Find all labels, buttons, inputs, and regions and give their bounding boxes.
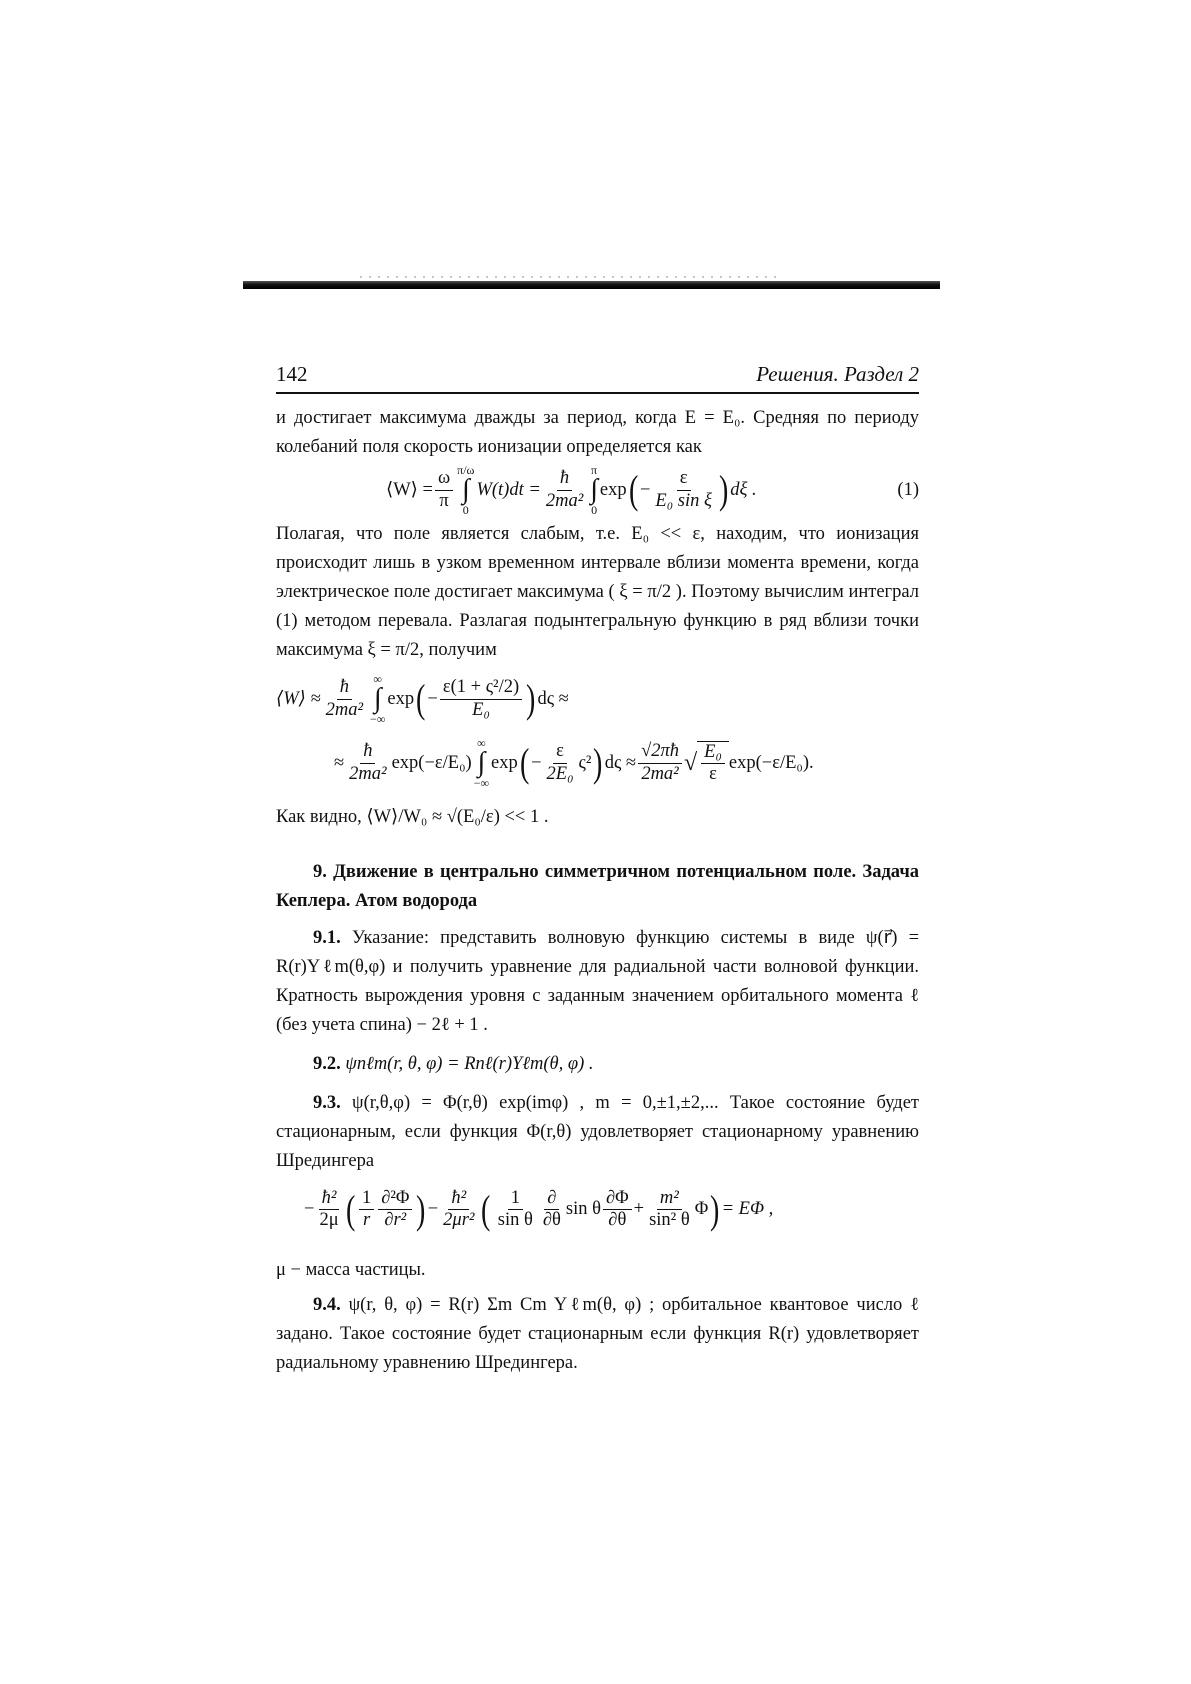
eq4-lead: −: [304, 1199, 315, 1220]
eq3-var: ς²: [578, 752, 592, 773]
paragraph-3: Как видно, ⟨W⟩/W₀ ≈ √(E₀/ε) << 1 .: [276, 807, 549, 827]
eq4-phi: Φ: [694, 1199, 709, 1220]
eq4-frac-a: $\frac{\text{ħ²}}{2\mu}$: [319, 1188, 339, 1231]
eq3-arg-fraction: $\frac{\varepsilon}{\text{2E₀}}$: [546, 741, 574, 784]
equation-4: − $\frac{\text{ħ²}}{2\mu}$ ( $\frac{1}{r}$ $\frac{\text{∂²Φ}}{\text{∂r²}}$ ) − $\frac{\text{ħ²}}{\text{2μr²}}$ ( $\frac{1}{\text{sin θ}}$ $\frac{\partial}{\partial\theta}$ sin θ $\frac{\partial\Phi}{\partial\theta}$ + $\frac{\text{m²}}{\text{sin² θ}}$ Φ ) = EΦ ,: [304, 1186, 774, 1232]
item-9-2-label: 9.2.: [313, 1054, 341, 1074]
item-9-1-label: 9.1.: [313, 928, 341, 948]
eq1-exp: exp: [599, 479, 627, 500]
eq3-result-fraction: $\frac{√2\pi ħ}{\text{2ma²}}$: [638, 741, 682, 785]
item-9-4: [276, 1291, 919, 1378]
eq2-arg-fraction: $\frac{\text{ε(1 + ς²/2)}}{\text{E₀}}$: [440, 677, 522, 721]
item-9-3-label: 9.3.: [313, 1093, 341, 1113]
eq3-minus: −: [531, 752, 542, 773]
eq4-frac-c: $\frac{\text{∂²Φ}}{\text{∂r²}}$: [378, 1188, 412, 1232]
eq1-lhs: ⟨W⟩ =: [386, 479, 433, 500]
eq4-frac-b: $\frac{1}{r}$: [359, 1188, 374, 1232]
equation-2: ⟨W⟩ ≈ $\frac{ħ}{\text{2ma²}}$ ∞ ∫ −∞ exp ( − $\frac{\text{ε(1 + ς²/2)}}{\text{E₀}}$ ) dς ≈: [276, 672, 569, 726]
eq1-integrand: W(t)dt =: [476, 479, 541, 500]
page-body: [276, 404, 919, 1378]
eq3-end: exp(−ε/E₀).: [728, 752, 814, 773]
page-header: [276, 358, 919, 394]
eq4-frac-h: $\frac{\text{m²}}{\text{sin² θ}}$: [649, 1188, 690, 1231]
page-number: 142: [276, 362, 308, 386]
paragraph-2: Полагая, что поле является слабым, т.е. E₀ << ε, находим, что ионизация происходит лишь в узком временном интервале вблизи момента времени, когда электрическое поле достигает максимума ( ξ = π/2 ). Поэтому вычислим интеграл (1) методом перевала. Разлагая подынтегральную функцию в ряд вблизи точки максимума ξ = π/2, получим: [276, 524, 919, 660]
eq4-frac-g: $\frac{\partial\Phi}{\partial\theta}$: [603, 1188, 632, 1232]
equation-3: ≈ $\frac{ħ}{\text{2ma²}}$ exp(−ε/E₀) ∞ ∫ −∞ exp ( − $\frac{\varepsilon}{\text{2E₀}}$ ς² ) dς ≈ $\frac{√2\pi ħ}{\text{2ma²}}$ √ $\frac{\text{E₀}}{\varepsilon}$ exp(−ε/E₀).: [334, 736, 814, 790]
paragraph-4: μ − масса частицы.: [276, 1260, 426, 1280]
item-9-2-text: ψnℓm(r, θ, φ) = Rnℓ(r)Yℓm(θ, φ) .: [345, 1054, 594, 1074]
eq3-sqrt: √ $\frac{\text{E₀}}{\varepsilon}$: [684, 741, 729, 786]
item-9-4-label: 9.4.: [313, 1295, 341, 1315]
eq1-minus: −: [639, 479, 651, 500]
eq3-exp-factor: exp(−ε/E₀): [391, 752, 472, 773]
item-9-4-text: ψ(r, θ, φ) = R(r) Σm Cm Yℓm(θ, φ) ; орбитальное квантовое число ℓ задано. Такое состояние будет стационарным если функция R(r) удовлетворяет радиальному уравнению Шредингера.: [276, 1295, 919, 1373]
eq4-rhs: = EΦ ,: [721, 1199, 774, 1220]
eq3-approx: ≈: [334, 752, 345, 773]
eq2-minus: −: [427, 688, 438, 709]
eq2-exp: exp: [387, 688, 415, 709]
section-heading: 9. Движение в центрально симметричном потенциальном поле. Задача Кеплера. Атом водорода: [276, 862, 919, 911]
eq4-frac-d: $\frac{\text{ħ²}}{\text{2μr²}}$: [443, 1188, 475, 1231]
eq4-plus: +: [633, 1199, 645, 1220]
scan-border-bar: [243, 281, 940, 289]
eq3-hbar-fraction: $\frac{ħ}{\text{2ma²}}$: [349, 741, 387, 784]
eq4-sin: sin θ: [565, 1199, 601, 1220]
equation-number: (1): [897, 480, 919, 500]
scan-artifact: [360, 276, 780, 278]
eq1-tail: dξ .: [730, 479, 757, 500]
eq1-coef: $\frac{\omega}{\pi}$: [435, 468, 453, 512]
item-9-3: [276, 1089, 919, 1176]
item-9-1: [276, 924, 919, 1040]
eq3-integral: ∞ ∫ −∞: [473, 736, 490, 790]
eq2-tail: dς ≈: [537, 688, 569, 709]
eq4-frac-e: $\frac{1}{\text{sin θ}}$: [497, 1188, 533, 1231]
eq4-mid: −: [427, 1199, 439, 1220]
paragraph-1: и достигает максимума дважды за период, когда E = E₀. Средняя по периоду колебаний поля скорость ионизации определяется как: [276, 408, 919, 457]
item-9-3-text: ψ(r,θ,φ) = Φ(r,θ) exp(imφ) , m = 0,±1,±2,... Такое состояние будет стационарным, если функция Φ(r,θ) удовлетворяет стационарному уравнению Шредингера: [276, 1093, 919, 1171]
eq1-arg-fraction: $\frac{\varepsilon}{\text{E₀ sin ξ}}$: [655, 468, 712, 511]
eq1-integral-2: π ∫ 0: [590, 463, 598, 517]
eq2-hbar-fraction: $\frac{ħ}{\text{2ma²}}$: [325, 677, 364, 720]
item-9-1-text: Указание: представить волновую функцию системы в виде ψ(r⃗) = R(r)Yℓm(θ,φ) и получить уравнение для радиальной части волновой функции. Кратность вырождения уровня с заданным значением орбитального момента ℓ (без учета спина) − 2ℓ + 1 .: [276, 928, 919, 1035]
eq3-exp: exp: [491, 752, 518, 773]
eq1-integral-1: π/ω ∫ 0: [457, 463, 475, 517]
item-9-2: [276, 1050, 919, 1079]
eq1-hbar-fraction: $\frac{ħ}{\text{2ma²}}$: [545, 468, 584, 511]
eq2-lhs: ⟨W⟩ ≈: [276, 688, 321, 709]
eq4-frac-f: $\frac{\partial}{\partial\theta}$: [542, 1188, 561, 1231]
running-head: Решения. Раздел 2: [756, 362, 919, 386]
equation-1: ⟨W⟩ = $\frac{\omega}{\pi}$ π/ω ∫ 0 W(t)dt = $\frac{ħ}{\text{2ma²}}$ π ∫ 0 exp ( − $\frac{\varepsilon}{\text{E₀ sin ξ}}$ ) dξ . (1): [386, 463, 919, 517]
eq2-integral: ∞ ∫ −∞: [370, 672, 386, 726]
eq3-tail: dς ≈: [604, 752, 637, 773]
